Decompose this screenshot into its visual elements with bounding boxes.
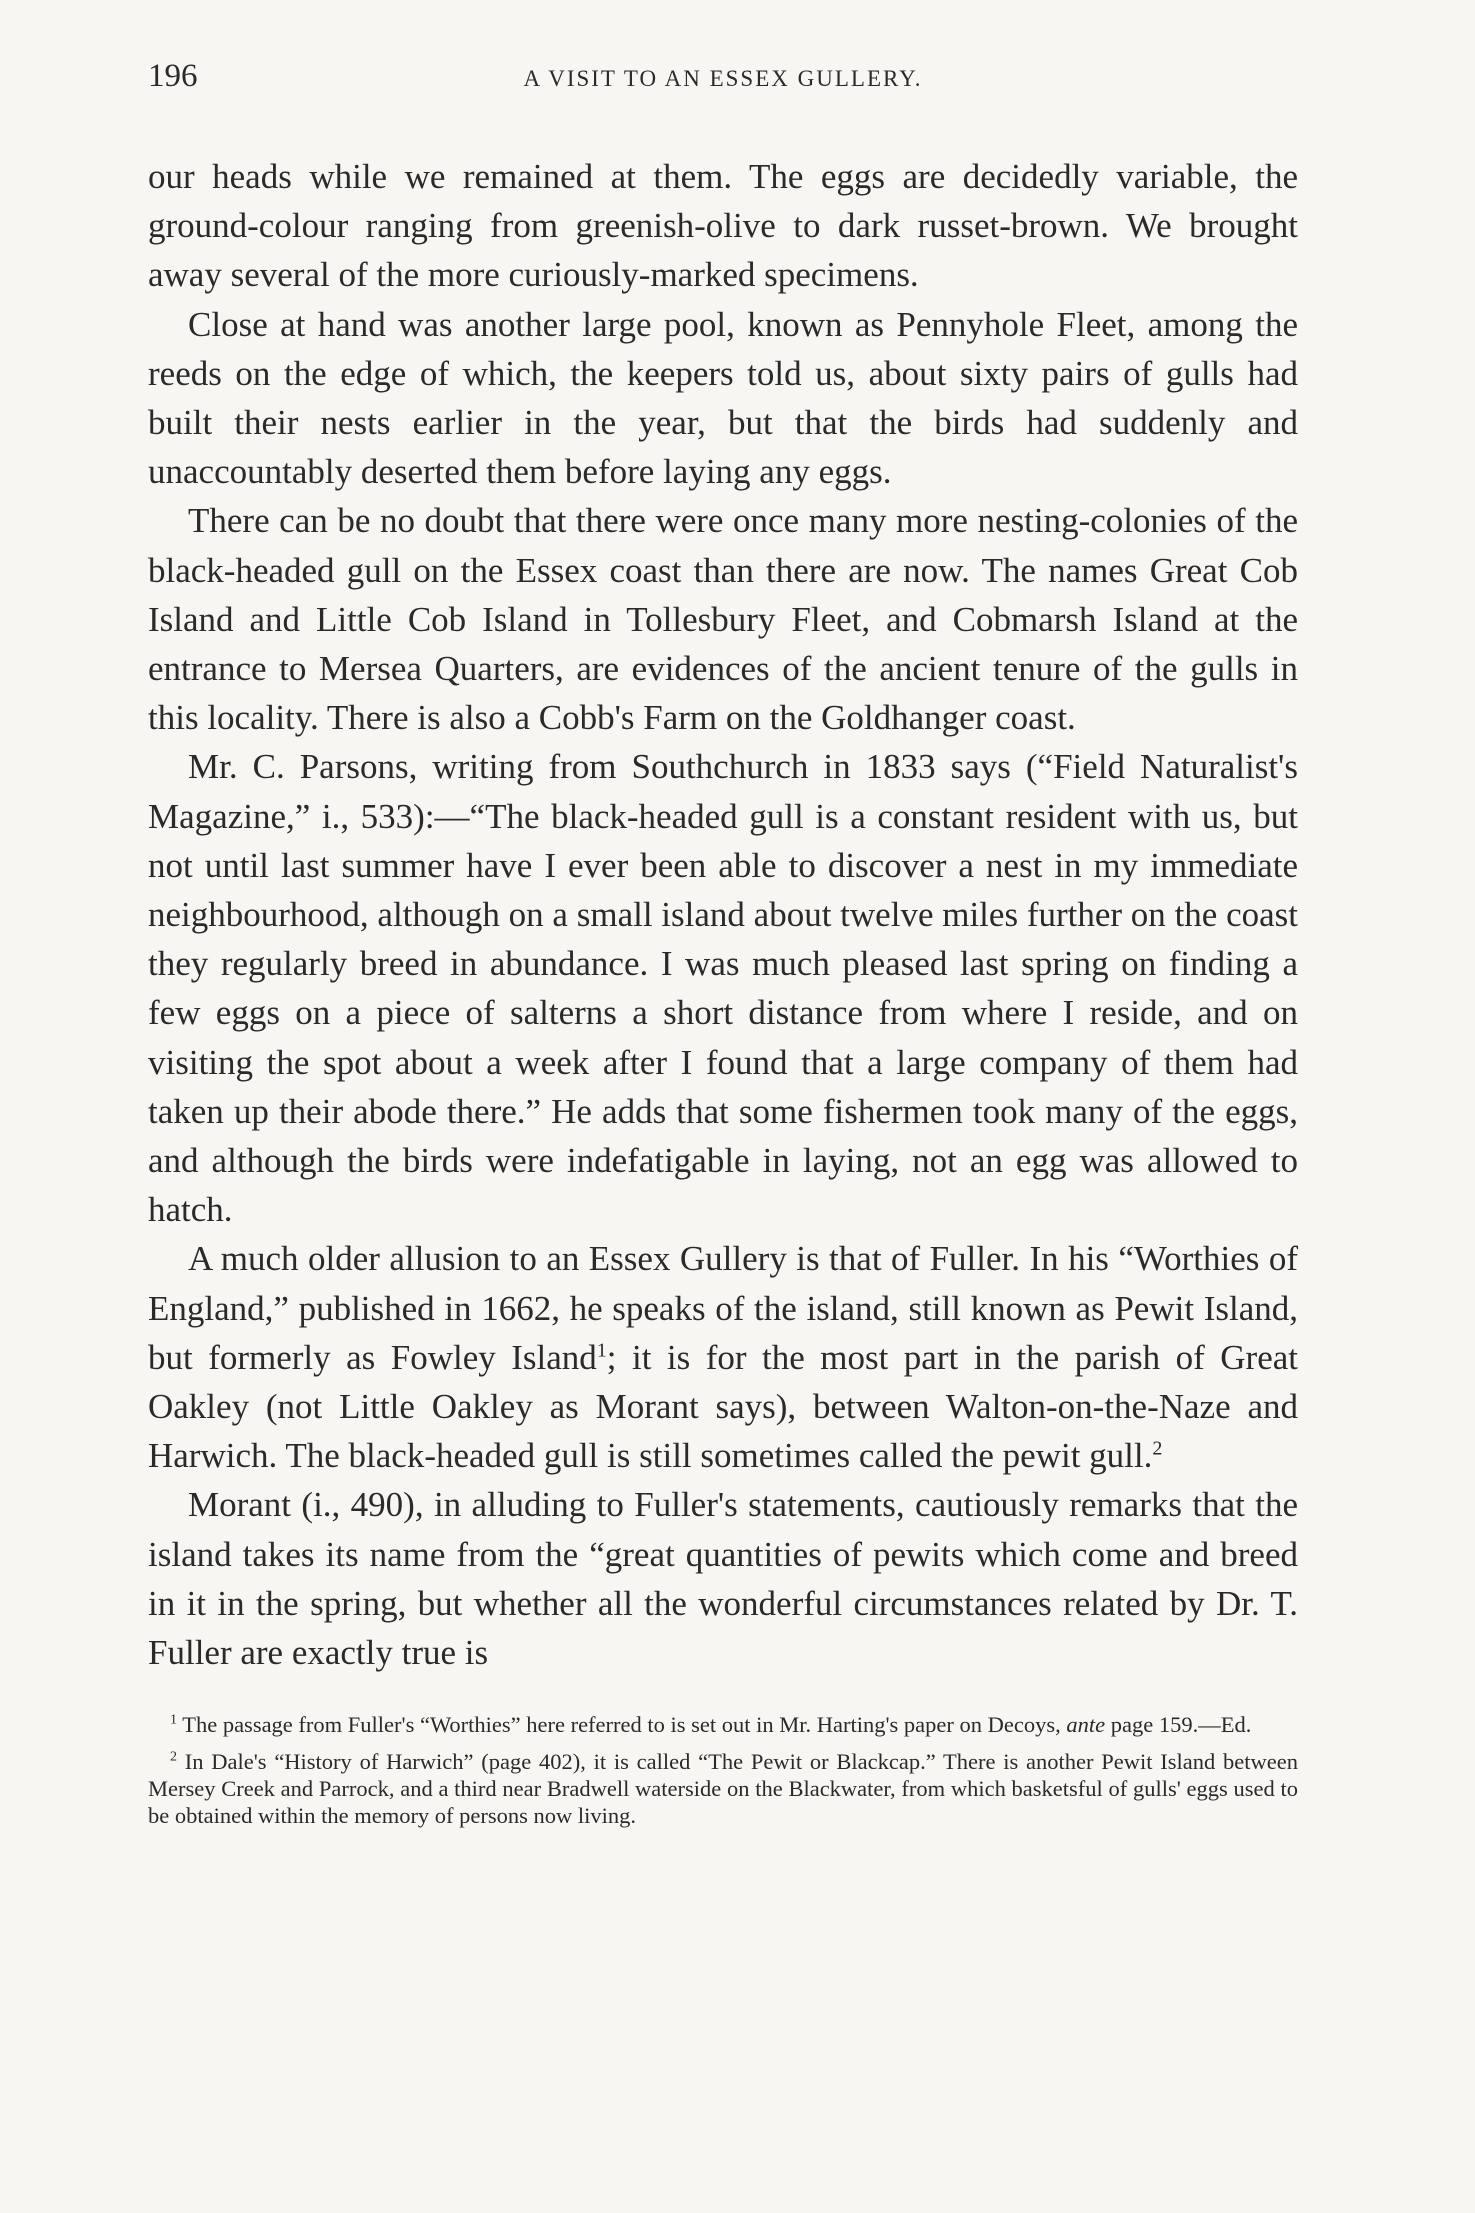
footnote-text: The passage from Fuller's “Worthies” here referred to is set out in Mr. Harting's paper on Decoys,: [182, 1712, 1061, 1738]
book-page: [148, 58, 1298, 1839]
paragraph-text: ; it is for the most part in the parish of Great Oakley (not Little Oakley as Morant says), between Walton-on-the-Naze and Harwich. The black-headed gull is still sometimes called the pewit gull.: [148, 1337, 1298, 1476]
footnote-text: page 159.—Ed.: [1110, 1712, 1252, 1738]
footnote: [148, 1711, 1298, 1738]
paragraph: Mr. C. Parsons, writing from Southchurch in 1833 says (“Field Naturalist's Magazine,” i., 533):—“The black-headed gull is a constant resident with us, but not until last summer have I ever been able to discover a nest in my immediate neighbourhood, although on a small island about twelve miles further on the coast they regularly breed in abundance. I was much pleased last spring on finding a few eggs on a piece of salterns a short distance from where I reside, and on visiting the spot about a week after I found that a large company of them had taken up their abode there.” He adds that some fishermen took many of the eggs, and although the birds were indefatigable in laying, not an egg was allowed to hatch.: [148, 747, 1298, 1230]
footnotes: [148, 1711, 1298, 1829]
paragraph: There can be no doubt that there were once many more nesting-colonies of the black-headed gull on the Essex coast than there are now. The names Great Cob Island and Little Cob Island in Tollesbury Fleet, and Cobmarsh Island at the entrance to Mersea Quarters, are evidences of the ancient tenure of the gulls in this locality. There is also a Cobb's Farm on the Goldhanger coast.: [148, 501, 1298, 738]
paragraph: Morant (i., 490), in alluding to Fuller's statements, cautiously remarks that the island takes its name from the “great quantities of pewits which come and breed in it in the spring, but whether all the wonderful circumstances related by Dr. T. Fuller are exactly true is: [148, 1485, 1298, 1673]
footnote-italic: ante: [1066, 1712, 1106, 1738]
running-head: [148, 58, 1298, 102]
footnote-text: In Dale's “History of Harwich” (page 402), it is called “The Pewit or Blackcap.” There is another Pewit Island between Mersey Creek and Parrock, and a third near Bradwell waterside on the Blackwater, from which basketsful of gulls' eggs used to be obtained within the memory of persons now living.: [148, 1749, 1299, 1829]
paragraph: our heads while we remained at them. The eggs are decidedly variable, the ground-colour ranging from greenish-olive to dark russet-brown. We brought away several of the more curiously-marked specimens.: [148, 157, 1298, 295]
running-title: A VISIT TO AN ESSEX GULLERY.: [523, 66, 923, 91]
footnote-reference: 2: [1152, 1437, 1163, 1460]
footnote-marker: 1: [170, 1712, 177, 1728]
paragraph: Close at hand was another large pool, known as Pennyhole Fleet, among the reeds on the edge of which, the keepers told us, about sixty pairs of gulls had built their nests earlier in the year, but that the birds had suddenly and unaccountably deserted them before laying any eggs.: [148, 304, 1298, 492]
page-number: 196: [148, 58, 198, 94]
paragraph-text: A much older allusion to an Essex Gullery is that of Fuller. In his “Worthies of England,” published in 1662, he speaks of the island, still known as Pewit Island, but formerly as Fowley Island: [148, 1239, 1298, 1377]
paragraph: [148, 1234, 1298, 1480]
footnote-reference: 1: [596, 1339, 607, 1362]
body-text: [148, 152, 1298, 1677]
footnote: [148, 1748, 1298, 1829]
footnote-marker: 2: [170, 1749, 177, 1765]
